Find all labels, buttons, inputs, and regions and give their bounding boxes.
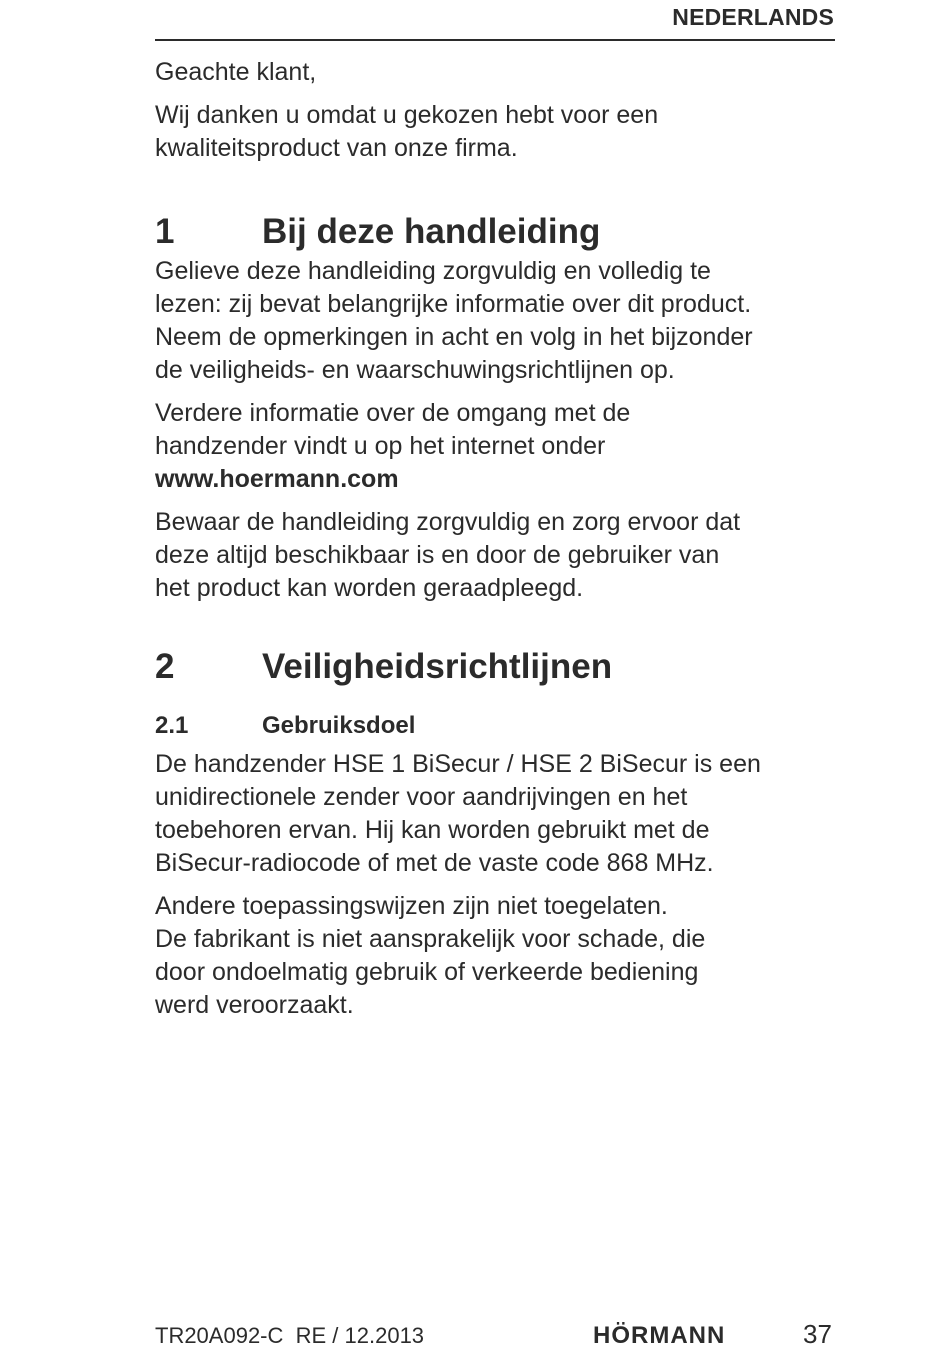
body-line: Gelieve deze handleiding zorgvuldig en volledig te (155, 257, 711, 285)
subsection-number: 2.1 (155, 712, 189, 739)
body-line: Verdere informatie over de omgang met de (155, 399, 631, 427)
body-line: het product kan worden geraadpleegd. (155, 574, 584, 602)
intro-line: kwaliteitsproduct van onze firma. (155, 134, 518, 162)
body-line: door ondoelmatig gebruik of verkeerde bediening (155, 958, 699, 986)
document-code: TR20A092-C RE / 12.2013 (155, 1323, 425, 1348)
body-line: De handzender HSE 1 BiSecur / HSE 2 BiSecur is een (155, 750, 761, 778)
body-line: Neem de opmerkingen in acht en volg in het bijzonder (155, 323, 753, 351)
section-number: 2 (155, 647, 175, 686)
subsection-2-1-heading (155, 711, 845, 741)
body-line: handzender vindt u op het internet onder (155, 432, 606, 460)
body-line: BiSecur-radiocode of met de vaste code 868 MHz. (155, 849, 714, 877)
section-2-heading (155, 647, 845, 687)
brand-logo: HÖRMANN (593, 1322, 726, 1349)
page-number: 37 (803, 1319, 832, 1349)
intro-line: Wij danken u omdat u gekozen hebt voor een (155, 101, 659, 129)
body-line: Andere toepassingswijzen zijn niet toegelaten. (155, 892, 668, 920)
section-title: Veiligheidsrichtlijnen (262, 647, 613, 686)
subsection-title: Gebruiksdoel (262, 712, 416, 739)
section-title: Bij deze handleiding (262, 212, 601, 251)
language-header: NEDERLANDS (672, 4, 834, 30)
greeting: Geachte klant, (155, 58, 317, 86)
section-1-heading (155, 212, 845, 252)
page-content (155, 56, 845, 1022)
body-line: De fabrikant is niet aansprakelijk voor schade, die (155, 925, 706, 953)
section-number: 1 (155, 212, 175, 251)
header-rule (155, 39, 835, 41)
body-line: unidirectionele zender voor aandrijvingen en het (155, 783, 688, 811)
body-line: de veiligheids- en waarschuwingsrichtlijnen op. (155, 356, 675, 384)
body-line: Bewaar de handleiding zorgvuldig en zorg ervoor dat (155, 508, 741, 536)
body-line: lezen: zij bevat belangrijke informatie over dit product. (155, 290, 752, 318)
body-line: deze altijd beschikbaar is en door de gebruiker van (155, 541, 720, 569)
body-line: werd veroorzaakt. (155, 991, 354, 1019)
website-link[interactable]: www.hoermann.com (155, 465, 399, 493)
body-line: toebehoren ervan. Hij kan worden gebruikt met de (155, 816, 710, 844)
